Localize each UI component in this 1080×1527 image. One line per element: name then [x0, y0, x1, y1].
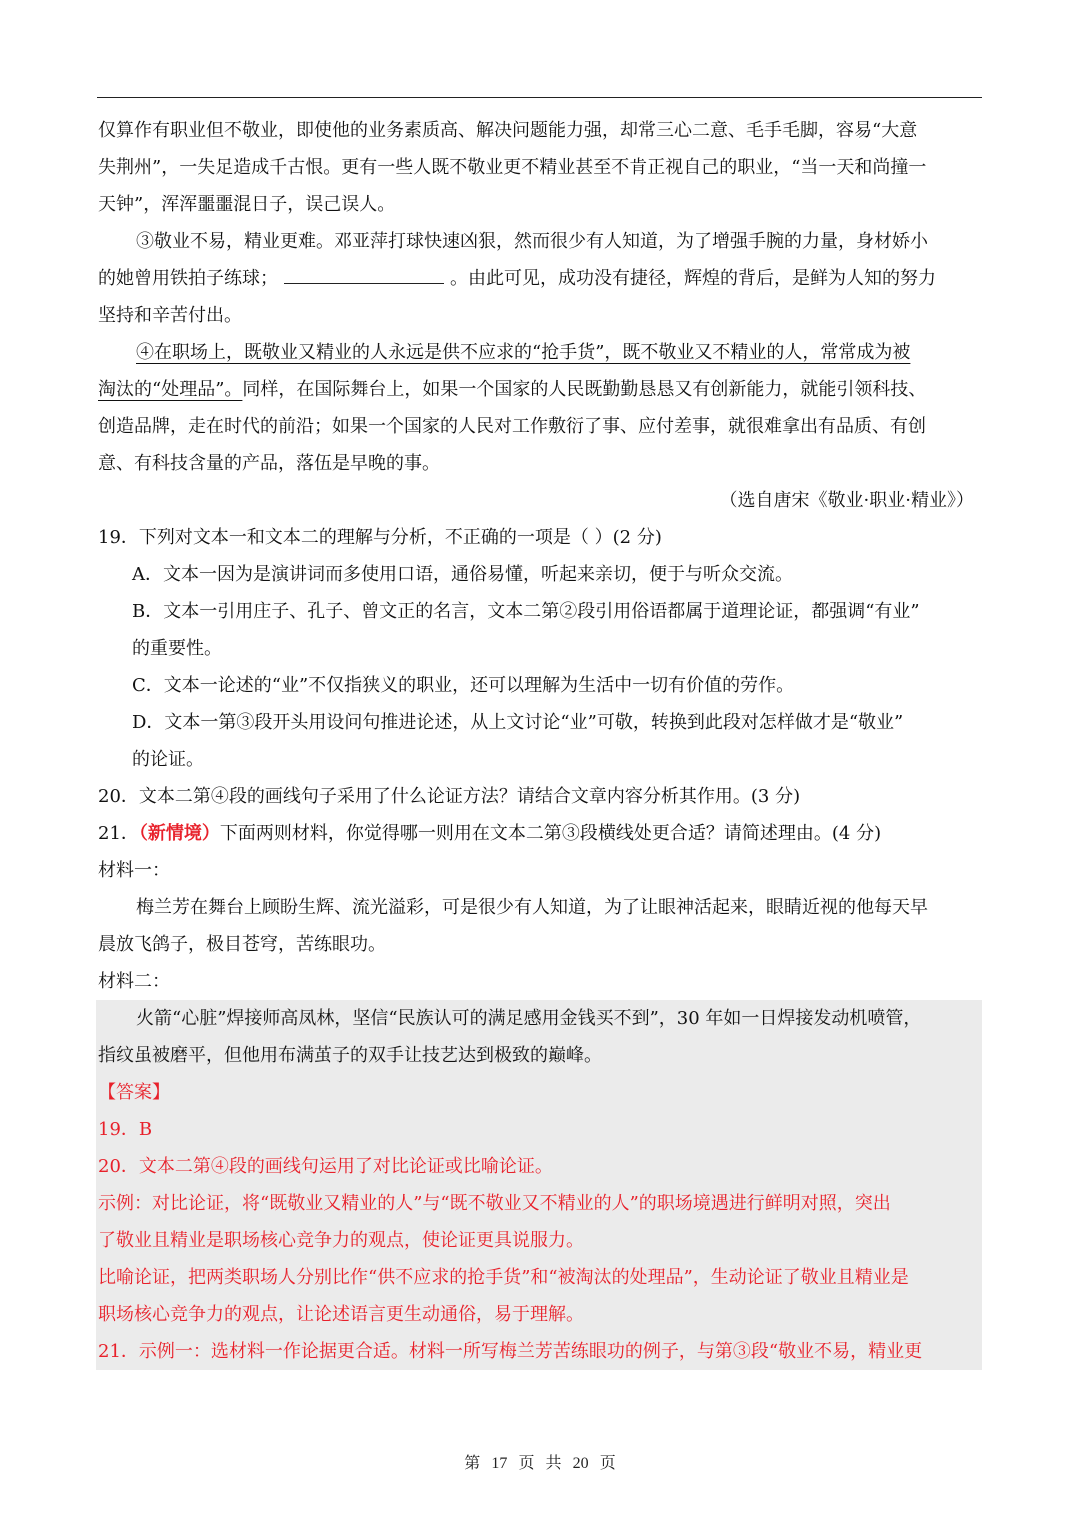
- passage-line: 的她曾用铁拍子练球； 。由此可见，成功没有捷径，辉煌的背后，是鲜为人知的努力: [98, 260, 982, 297]
- material-line: 火箭“心脏”焊接师高凤林，坚信“民族认可的满足感用金钱买不到”，30 年如一日焊接发动机喷管，: [136, 1008, 922, 1029]
- material-line: 晨放飞鸽子，极目苍穹，苦练眼功。: [98, 934, 386, 955]
- passage-line: 创造品牌，走在时代的前沿；如果一个国家的人民对工作敷衍了事、应付差事，就很难拿出有品质、有创: [98, 416, 926, 437]
- passage-line: 失荆州”，一失足造成千古恨。更有一些人既不敬业更不精业甚至不肯正视自己的职业，“当一天和尚撞一: [98, 157, 927, 178]
- answer-21: 21．示例一：选材料一作论据更合适。材料一所写梅兰芳苦练眼功的例子，与第③段“敬业不易，精业更: [98, 1341, 923, 1362]
- shaded-region: [96, 1000, 982, 1370]
- passage-line: 淘汰的“处理品”。同样，在国际舞台上，如果一个国家的人民既勤勤恳恳又有创新能力，就能引领科技、: [98, 379, 927, 400]
- passage: [98, 112, 982, 519]
- new-context-tag: （新情境）: [138, 823, 220, 844]
- answer-line: 示例：对比论证，将“既敬业又精业的人”与“既不敬业又不精业的人”的职场境遇进行鲜明对照，突出: [98, 1193, 891, 1214]
- answer-line: 职场核心竞争力的观点，让论述语言更生动通俗，易于理解。: [98, 1304, 584, 1325]
- material-label: 材料二：: [98, 971, 170, 992]
- answer-20: 20．文本二第④段的画线句运用了对比论证或比喻论证。: [98, 1156, 553, 1177]
- option-b-cont: 的重要性。: [132, 638, 222, 659]
- question-stem: 20．文本二第④段的画线句子采用了什么论证方法？请结合文章内容分析其作用。(3 分): [98, 786, 801, 807]
- option-d-cont: 的论证。: [132, 749, 204, 770]
- passage-source: （选自唐宋《敬业·职业·精业》）: [719, 490, 974, 511]
- option-a: A．文本一因为是演讲词而多使用口语，通俗易懂，听起来亲切，便于与听众交流。: [132, 564, 793, 585]
- page-footer: 第 17 页 共 20 页: [464, 1453, 616, 1472]
- material-label: 材料一：: [98, 860, 170, 881]
- question-stem: 21．（新情境）下面两则材料，你觉得哪一则用在文本二第③段横线处更合适？请简述理由。(4 分): [98, 823, 882, 844]
- answer-line: 了敬业且精业是职场核心竞争力的观点，使论证更具说服力。: [98, 1230, 584, 1251]
- page-number: 17: [491, 1455, 508, 1472]
- material-line: 指纹虽被磨平，但他用布满茧子的双手让技艺达到极致的巅峰。: [98, 1045, 602, 1066]
- option-c: C．文本一论述的“业”不仅指狭义的职业，还可以理解为生活中一切有价值的劳作。: [132, 675, 795, 696]
- answer-line: 比喻论证，把两类职场人分别比作“供不应求的抢手货”和“被淘汰的处理品”，生动论证了敬业且精业是: [98, 1267, 909, 1288]
- fill-in-blank: [284, 263, 444, 284]
- option-b: B．文本一引用庄子、孔子、曾文正的名言，文本二第②段引用俗语都属于道理论证，都强调“有业”: [132, 601, 920, 622]
- page-content: [98, 112, 982, 1370]
- page-total: 20: [572, 1455, 589, 1472]
- answer-19: 19．B: [98, 1119, 153, 1140]
- question-21: [98, 815, 982, 1000]
- passage-line: [98, 334, 982, 371]
- answer-section: [98, 1074, 982, 1370]
- underlined-sentence: 淘汰的“处理品”。: [98, 379, 243, 400]
- underlined-sentence: ④在职场上，既敬业又精业的人永远是供不应求的“抢手货”，既不敬业又不精业的人，常常成为被: [136, 342, 911, 363]
- passage-line: ③敬业不易，精业更难。邓亚萍打球快速凶狠，然而很少有人知道，为了增强手腕的力量，身材娇小: [136, 231, 928, 252]
- header-rule: [97, 97, 982, 98]
- question-20: [98, 778, 982, 815]
- passage-line: 意、有科技含量的产品，落伍是早晚的事。: [98, 453, 440, 474]
- passage-line: 仅算作有职业但不敬业，即使他的业务素质高、解决问题能力强，却常三心二意、毛手毛脚，容易“大意: [98, 120, 918, 141]
- question-stem: 19．下列对文本一和文本二的理解与分析，不正确的一项是（ ）(2 分): [98, 527, 662, 548]
- question-19: [98, 519, 982, 778]
- passage-line: 坚持和辛苦付出。: [98, 305, 242, 326]
- option-d: D．文本一第③段开头用设问句推进论述，从上文讨论“业”可敬，转换到此段对怎样做才是“敬业”: [132, 712, 904, 733]
- answer-label: 【答案】: [98, 1082, 170, 1103]
- material-line: 梅兰芳在舞台上顾盼生辉、流光溢彩，可是很少有人知道，为了让眼神活起来，眼睛近视的他每天早: [136, 897, 928, 918]
- passage-line: 天钟”，浑浑噩噩混日子，误己误人。: [98, 194, 396, 215]
